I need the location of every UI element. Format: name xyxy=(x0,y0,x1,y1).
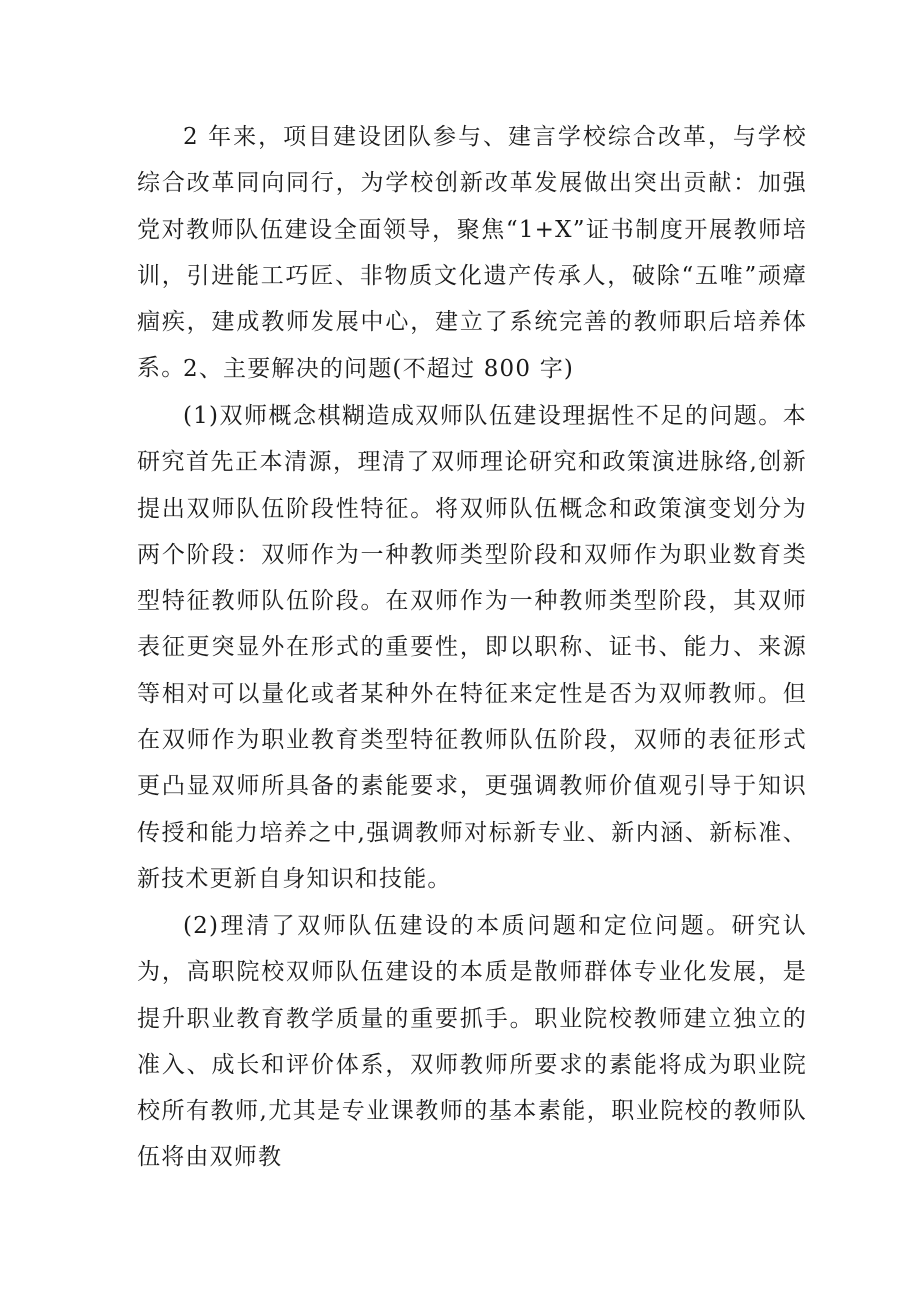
paragraph-problem-2: (2)理清了双师队伍建设的本质问题和定位问题。研究认为，高职院校双师队伍建设的本质是散师群体专业化发展，是提升职业教育教学质量的重要抓手。职业院校教师建立独立的准入、成长和评价体系，双师教师所要求的素能将成为职业院校所有教师,尤其是专业课教师的基本素能，职业院校的教师队伍将由双师教 xyxy=(137,913,807,1171)
section-heading-main-problems: 2、主要解决的问题(不超过 800 字) xyxy=(183,356,575,382)
paragraph-progress-summary: 2 年来，项目建设团队参与、建言学校综合改革，与学校综合改革同向同行，为学校创新改革发展做出突出贡献：加强党对教师队伍建设全面领导，聚焦“1+X”证书制度开展教师培训，引进能工巧匠、非物质文化遗产传承人，破除“五唯”顽瘴痼疾，建成教师发展中心，建立了系统完善的教师职后培养体系。 xyxy=(137,124,807,382)
paragraph-problem-1: (1)双师概念棋糊造成双师队伍建设理据性不足的问题。本研究首先正本清源，理清了双师理论研究和政策演进脉络,创新提出双师队伍阶段性特征。将双师队伍概念和政策演变划分为两个阶段：双师作为一种教师类型阶段和双师作为职业数育类型特征教师队伍阶段。在双师作为一种教师类型阶段，其双师表征更突显外在形式的重要性，即以职称、证书、能力、来源等相对可以量化或者某种外在特征来定性是否为双师教师。但在双师作为职业教育类型特征教师队伍阶段，双师的表征形式更凸显双师所具备的素能要求，更强调教师价值观引导于知识传授和能力培养之中,强调教师对标新专业、新内涵、新标准、新技术更新自身知识和技能。 xyxy=(137,403,807,892)
